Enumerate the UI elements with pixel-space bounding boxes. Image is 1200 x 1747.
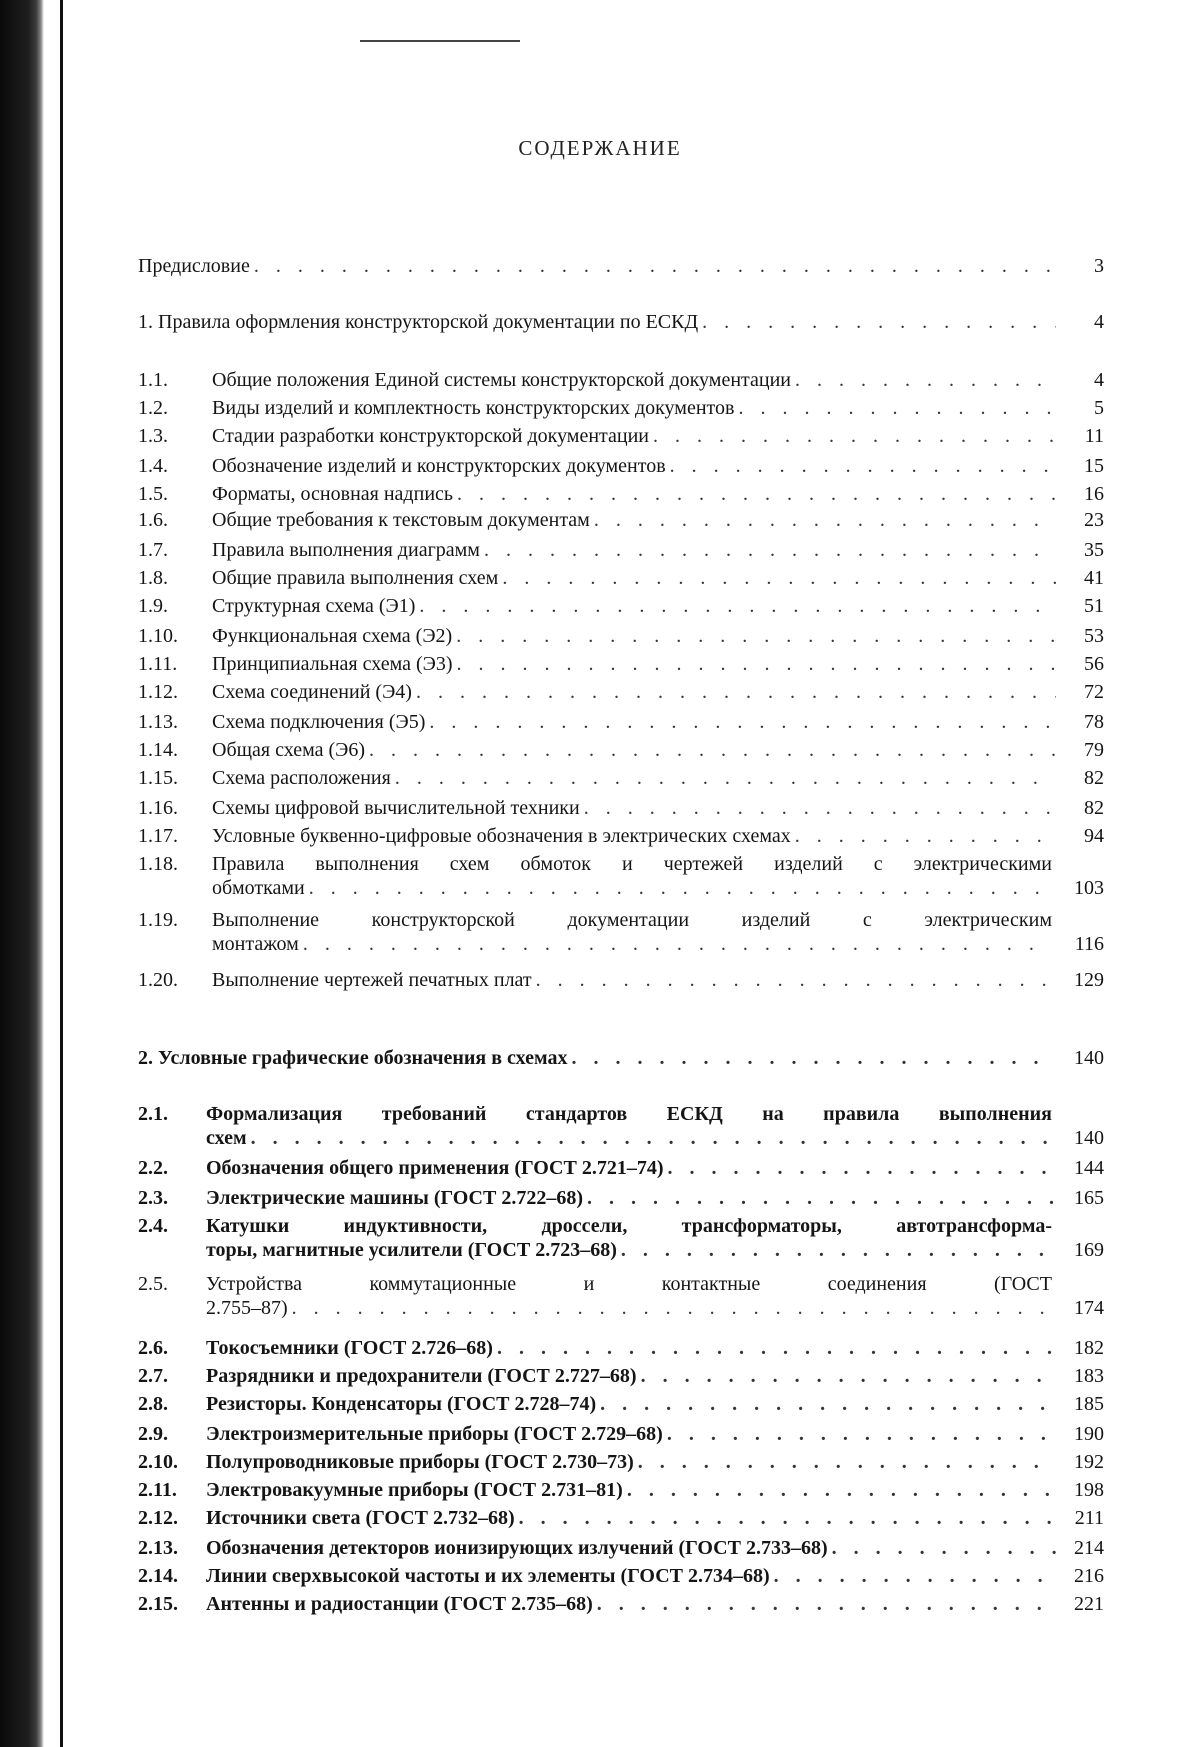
toc-entry-number: 1.9. — [138, 595, 168, 617]
toc-entry-number: 2.4. — [138, 1215, 168, 1237]
toc-entry-page: 165 — [1074, 1187, 1104, 1209]
toc-entry-page: 182 — [1074, 1337, 1104, 1359]
toc-entry[interactable] — [138, 824, 1104, 848]
toc-entry-page: 174 — [1074, 1297, 1104, 1319]
toc-entry[interactable] — [138, 738, 1104, 762]
dot-leader — [774, 1564, 1056, 1588]
scan-smudge — [360, 40, 520, 42]
toc-entry-page: 144 — [1074, 1157, 1104, 1179]
toc-entry[interactable] — [138, 1214, 1104, 1262]
toc-entry-number: 2.9. — [138, 1423, 168, 1445]
scan-binding-line — [60, 0, 63, 1747]
dot-leader — [395, 766, 1056, 790]
toc-entry-number: 1.1. — [138, 369, 168, 391]
toc-entry-page: 185 — [1074, 1393, 1104, 1415]
toc-entry-page: 169 — [1074, 1239, 1104, 1261]
toc-entry[interactable] — [138, 766, 1104, 790]
dot-leader — [429, 710, 1056, 734]
dot-leader — [795, 368, 1056, 392]
dot-leader — [292, 1296, 1048, 1320]
toc-entry-text: Функциональная схема (Э2) — [212, 625, 453, 647]
toc-entry-text: Схема расположения — [212, 767, 391, 789]
scan-binding-edge — [0, 0, 44, 1747]
toc-entry-text: Полупроводниковые приборы (ГОСТ 2.730–73) — [206, 1451, 634, 1473]
toc-entry-text: Электровакуумные приборы (ГОСТ 2.731–81) — [206, 1479, 623, 1501]
toc-entry[interactable] — [138, 710, 1104, 734]
toc-entry-text: Выполнение конструкторской документации изделий с электрическим — [212, 909, 1052, 931]
toc-entry-number: 1.19. — [138, 909, 178, 931]
toc-entry[interactable] — [138, 482, 1104, 506]
toc-entry[interactable] — [138, 1364, 1104, 1388]
toc-entry-number: 2.15. — [138, 1593, 178, 1615]
toc-entry-page: 16 — [1084, 483, 1104, 505]
dot-leader — [594, 508, 1056, 532]
dot-leader — [667, 1422, 1056, 1446]
toc-entry-page: 5 — [1094, 397, 1104, 419]
toc-entry-number: 1.5. — [138, 483, 168, 505]
toc-entry-number: 2.11. — [138, 1479, 177, 1501]
dot-leader — [641, 1364, 1056, 1388]
toc-entry-page: 53 — [1084, 625, 1104, 647]
toc-entry-page: 82 — [1084, 767, 1104, 789]
toc-entry-text-continued: монтажом — [212, 933, 299, 955]
toc-entry-text: Предисловие — [138, 255, 250, 277]
toc-entry-text: Структурная схема (Э1) — [212, 595, 416, 617]
dot-leader — [519, 1506, 1056, 1530]
dot-leader — [621, 1238, 1048, 1262]
toc-section-text: 2. Условные графические обозначения в схемах — [138, 1047, 568, 1069]
toc-entry-text: Токосъемники (ГОСТ 2.726–68) — [206, 1337, 493, 1359]
dot-leader — [456, 624, 1056, 648]
toc-entry-text: Обозначение изделий и конструкторских документов — [212, 455, 666, 477]
toc-entry[interactable] — [138, 1392, 1104, 1416]
toc-entry-number: 1.13. — [138, 711, 178, 733]
toc-entry-text: Форматы, основная надпись — [212, 483, 454, 505]
toc-entry-text: Источники света (ГОСТ 2.732–68) — [206, 1507, 515, 1529]
toc-entry[interactable] — [138, 1478, 1104, 1502]
toc-entry-text: Антенны и радиостанции (ГОСТ 2.735–68) — [206, 1593, 593, 1615]
dot-leader — [668, 1156, 1057, 1180]
toc-entry-text: Схемы цифровой вычислительной техники — [212, 797, 580, 819]
toc-entry[interactable] — [138, 1506, 1104, 1530]
toc-entry[interactable] — [138, 594, 1104, 618]
toc-entry-text: Виды изделий и комплектность конструкторских документов — [212, 397, 735, 419]
toc-entry-page: 56 — [1084, 653, 1104, 675]
toc-entry-page: 79 — [1084, 739, 1104, 761]
toc-entry-text-continued: торы, магнитные усилители (ГОСТ 2.723–68) — [206, 1239, 617, 1261]
toc-entry-text: Электрические машины (ГОСТ 2.722–68) — [206, 1187, 584, 1209]
toc-entry[interactable] — [138, 508, 1104, 532]
toc-entry[interactable] — [138, 1450, 1104, 1474]
toc-entry-page: 78 — [1084, 711, 1104, 733]
toc-entry-number: 2.13. — [138, 1537, 178, 1559]
toc-entry-page: 192 — [1074, 1451, 1104, 1473]
toc-entry-number: 1.15. — [138, 767, 178, 789]
dot-leader — [502, 566, 1056, 590]
toc-entry[interactable] — [138, 1102, 1104, 1150]
toc-entry-number: 2.7. — [138, 1365, 168, 1387]
toc-entry-number: 1.20. — [138, 969, 178, 991]
toc-entry[interactable] — [138, 652, 1104, 676]
dot-leader — [251, 1126, 1048, 1150]
toc-entry[interactable] — [138, 624, 1104, 648]
toc-entry-number: 1.11. — [138, 653, 178, 675]
toc-entry-text: Устройства коммутационные и контактные соединения (ГОСТ — [206, 1273, 1052, 1295]
toc-entry-text: Схема подключения (Э5) — [212, 711, 426, 733]
toc-section-page: 140 — [1074, 1047, 1104, 1069]
toc-entry[interactable] — [138, 396, 1104, 420]
toc-entry[interactable] — [138, 1564, 1104, 1588]
toc-entry-page: 129 — [1074, 969, 1104, 991]
toc-entry-number: 1.18. — [138, 853, 178, 875]
toc-entry-page: 3 — [1094, 255, 1104, 277]
toc-entry-page: 51 — [1084, 595, 1104, 617]
toc-entry-text-continued: 2.755–87) — [206, 1297, 288, 1319]
toc-entry-page: 11 — [1084, 425, 1104, 447]
toc-entry[interactable] — [138, 538, 1104, 562]
toc-entry-preface[interactable] — [138, 254, 1104, 278]
toc-entry-number: 2.12. — [138, 1507, 178, 1529]
toc-entry-page: 35 — [1084, 539, 1104, 561]
toc-entry-page: 221 — [1074, 1593, 1104, 1615]
toc-entry[interactable] — [138, 1336, 1104, 1360]
toc-entry-page: 216 — [1074, 1565, 1104, 1587]
dot-leader — [497, 1336, 1056, 1360]
toc-entry-page: 4 — [1094, 369, 1104, 391]
toc-entry[interactable] — [138, 454, 1104, 478]
toc-entry-number: 1.2. — [138, 397, 168, 419]
toc-entry-page: 41 — [1084, 567, 1104, 589]
toc-entry-text: Электроизмерительные приборы (ГОСТ 2.729–68) — [206, 1423, 663, 1445]
toc-entry-page: 23 — [1084, 509, 1104, 531]
toc-entry[interactable] — [138, 968, 1104, 992]
page-title: СОДЕРЖАНИЕ — [518, 136, 682, 160]
toc-entry[interactable] — [138, 566, 1104, 590]
toc-entry[interactable] — [138, 1186, 1104, 1210]
dot-leader — [832, 1536, 1056, 1560]
toc-entry-page: 94 — [1084, 825, 1104, 847]
dot-leader — [795, 824, 1056, 848]
toc-entry-text-continued: обмотками — [212, 877, 305, 899]
toc-entry-number: 2.10. — [138, 1451, 178, 1473]
dot-leader — [457, 482, 1056, 506]
toc-entry-text: Резисторы. Конденсаторы (ГОСТ 2.728–74) — [206, 1393, 597, 1415]
toc-entry[interactable] — [138, 1592, 1104, 1616]
toc-section-1[interactable] — [138, 310, 1104, 334]
dot-leader — [416, 680, 1056, 704]
toc-entry-page: 211 — [1074, 1507, 1104, 1529]
dot-leader — [303, 932, 1048, 956]
toc-entry[interactable] — [138, 1536, 1104, 1560]
toc-entry-page: 72 — [1084, 681, 1104, 703]
toc-entry-number: 1.6. — [138, 509, 168, 531]
toc-entry-number: 2.5. — [138, 1273, 168, 1295]
toc-entry[interactable] — [138, 852, 1104, 900]
toc-entry-number: 1.17. — [138, 825, 178, 847]
toc-entry-page: 140 — [1074, 1127, 1104, 1149]
dot-leader — [419, 594, 1056, 618]
dot-leader — [484, 538, 1056, 562]
toc-entry-page: 183 — [1074, 1365, 1104, 1387]
dot-leader — [369, 738, 1056, 762]
toc-entry-text: Катушки индуктивности, дроссели, трансформаторы, автотрансформа- — [206, 1215, 1052, 1237]
toc-entry[interactable] — [138, 908, 1104, 956]
toc-entry-page: 103 — [1074, 877, 1104, 899]
toc-entry[interactable] — [138, 1156, 1104, 1180]
toc-entry-text: Обозначения детекторов ионизирующих излучений (ГОСТ 2.733–68) — [206, 1537, 828, 1559]
toc-entry-text: Принципиальная схема (Э3) — [212, 653, 453, 675]
toc-entry-page: 198 — [1074, 1479, 1104, 1501]
dot-leader — [638, 1450, 1056, 1474]
dot-leader — [738, 396, 1056, 420]
toc-entry[interactable] — [138, 1272, 1104, 1320]
toc-entry[interactable] — [138, 796, 1104, 820]
dot-leader — [702, 310, 1056, 334]
toc-entry-number: 1.8. — [138, 567, 168, 589]
toc-entry-number: 2.8. — [138, 1393, 168, 1415]
dot-leader — [457, 652, 1056, 676]
toc-entry-number: 1.7. — [138, 539, 168, 561]
toc-section-page: 4 — [1094, 311, 1104, 333]
toc-entry-text: Обозначения общего применения (ГОСТ 2.721–74) — [206, 1157, 664, 1179]
dot-leader — [536, 968, 1056, 992]
toc-entry-number: 2.3. — [138, 1187, 168, 1209]
toc-section-text: 1. Правила оформления конструкторской документации по ЕСКД — [138, 311, 699, 333]
toc-entry-number: 1.10. — [138, 625, 178, 647]
dot-leader — [587, 1186, 1056, 1210]
dot-leader — [627, 1478, 1056, 1502]
dot-leader — [572, 1046, 1056, 1070]
toc-entry-number: 1.3. — [138, 425, 168, 447]
toc-entry-page: 15 — [1084, 455, 1104, 477]
toc-entry[interactable] — [138, 368, 1104, 392]
toc-entry[interactable] — [138, 680, 1104, 704]
toc-entry-text: Схема соединений (Э4) — [212, 681, 412, 703]
dot-leader — [653, 424, 1056, 448]
toc-entry-number: 2.2. — [138, 1157, 168, 1179]
dot-leader — [309, 876, 1048, 900]
toc-entry-text: Линии сверхвысокой частоты и их элементы (ГОСТ 2.734–68) — [206, 1565, 770, 1587]
toc-entry-text: Общие правила выполнения схем — [212, 567, 499, 589]
toc-entry-number: 2.6. — [138, 1337, 168, 1359]
toc-entry-number: 1.12. — [138, 681, 178, 703]
dot-leader — [597, 1592, 1056, 1616]
toc-entry-text: Общие требования к текстовым документам — [212, 509, 590, 531]
toc-entry-number: 2.14. — [138, 1565, 178, 1587]
toc-entry-text: Выполнение чертежей печатных плат — [212, 969, 532, 991]
toc-entry-number: 1.16. — [138, 797, 178, 819]
toc-entry-text: Общая схема (Э6) — [212, 739, 366, 761]
toc-entry-page: 82 — [1084, 797, 1104, 819]
toc-entry-text: Условные буквенно-цифровые обозначения в электрических схемах — [212, 825, 791, 847]
toc-entry[interactable] — [138, 1422, 1104, 1446]
toc-entry-page: 116 — [1074, 933, 1104, 955]
toc-entry[interactable] — [138, 424, 1104, 448]
dot-leader — [600, 1392, 1056, 1416]
toc-entry-text: Формализация требований стандартов ЕСКД на правила выполнения — [206, 1103, 1052, 1125]
toc-entry-page: 214 — [1074, 1537, 1104, 1559]
toc-entry-number: 1.4. — [138, 455, 168, 477]
dot-leader — [670, 454, 1056, 478]
toc-entry-number: 1.14. — [138, 739, 178, 761]
dot-leader — [584, 796, 1056, 820]
toc-entry-page: 190 — [1074, 1423, 1104, 1445]
toc-entry-text: Общие положения Единой системы конструкторской документации — [212, 369, 791, 391]
toc-entry-number: 2.1. — [138, 1103, 168, 1125]
toc-entry-text: Правила выполнения схем обмоток и чертежей изделий с электрическими — [212, 853, 1052, 875]
toc-entry-text: Разрядники и предохранители (ГОСТ 2.727–68) — [206, 1365, 637, 1387]
toc-section-2[interactable] — [138, 1046, 1104, 1070]
toc-entry-text: Правила выполнения диаграмм — [212, 539, 480, 561]
toc-entry-text: Стадии разработки конструкторской документации — [212, 425, 650, 447]
toc-entry-text-continued: схем — [206, 1127, 247, 1149]
dot-leader — [254, 254, 1056, 278]
